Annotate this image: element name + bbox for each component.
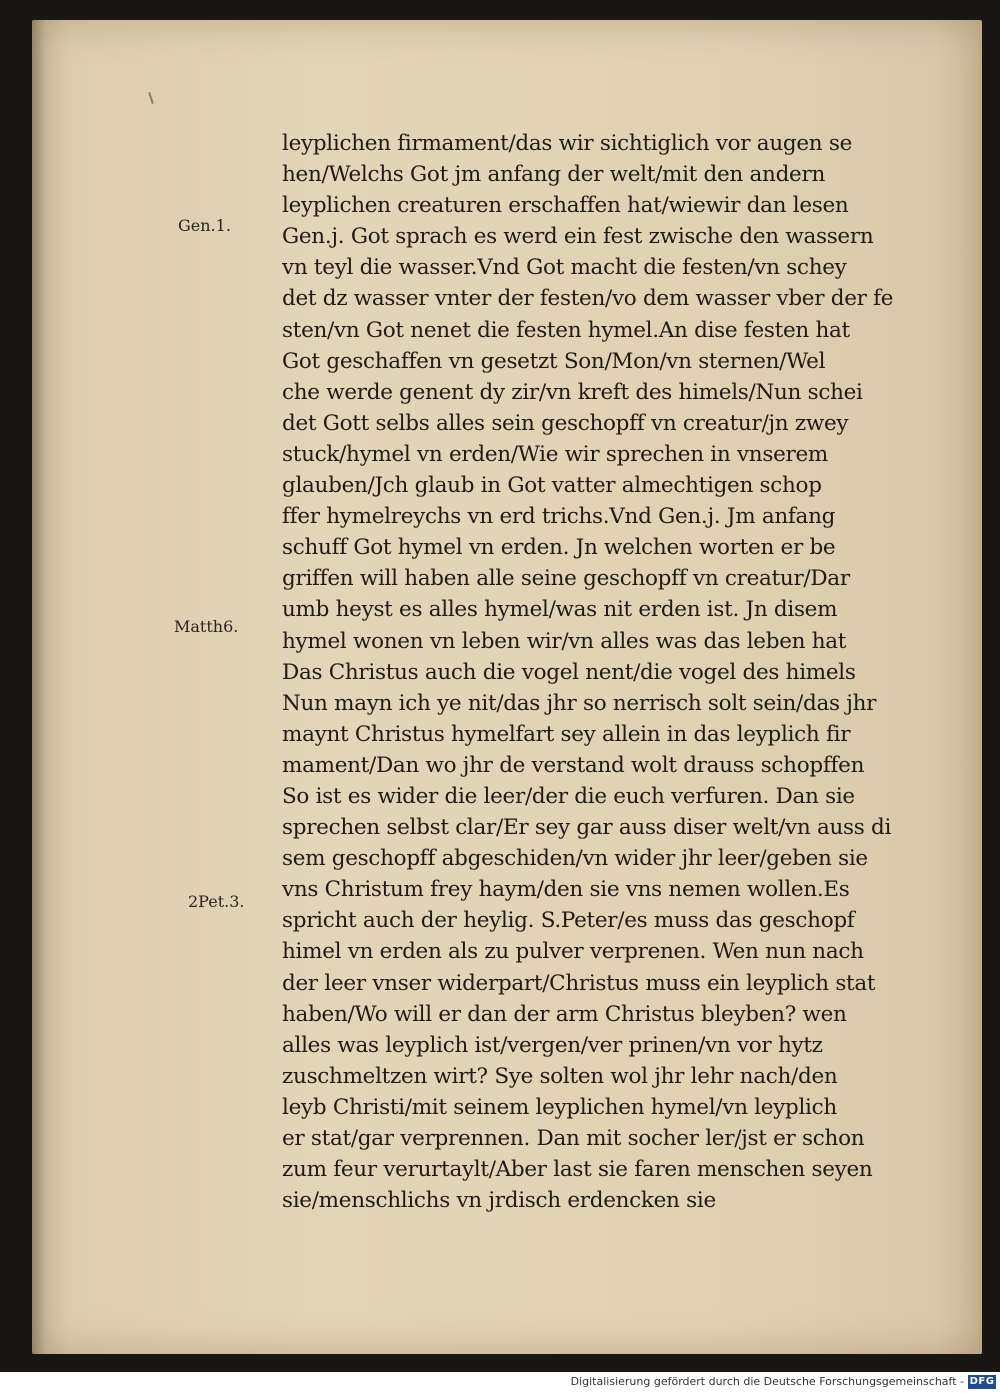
text-line: vns Christum frey haym/den sie vns nemen wollen.Es — [282, 877, 850, 903]
text-line: det dz wasser vnter der festen/vo dem wasser vber der fe — [282, 286, 894, 312]
text-line: leyplichen creaturen erschaffen hat/wiewir dan lesen — [282, 193, 849, 219]
main-text-block — [282, 128, 922, 1216]
margin-note-pet: 2Pet.3. — [188, 892, 245, 911]
text-line: So ist es wider die leer/der die euch verfuren. Dan sie — [282, 783, 855, 809]
text-line: ffer hymelreychs vn erd trichs.Vnd Gen.j. Jm anfang — [282, 504, 836, 530]
text-line: sten/vn Got nenet die festen hymel.An dise festen hat — [282, 317, 850, 343]
text-line: stuck/hymel vn erden/Wie wir sprechen in vnserem — [282, 441, 828, 467]
text-line: che werde genent dy zir/vn kreft des himels/Nun schei — [282, 379, 863, 405]
text-line: hymel wonen vn leben wir/vn alles was das leben hat — [282, 628, 847, 654]
text-line: maynt Christus hymelfart sey allein in das leyplich fir — [282, 721, 851, 747]
text-line: zuschmeltzen wirt? Sye solten wol jhr lehr nach/den — [282, 1063, 838, 1089]
text-line: leyplichen firmament/das wir sichtiglich vor augen se — [282, 131, 852, 156]
text-line: haben/Wo will er dan der arm Christus bleyben? wen — [282, 1001, 847, 1027]
text-line: spricht auch der heylig. S.Peter/es muss das geschopf — [282, 908, 855, 934]
text-line: zum feur verurtaylt/Aber last sie faren menschen seyen — [282, 1157, 873, 1183]
text-line: umb heyst es alles hymel/was nit erden ist. Jn disem — [282, 597, 838, 623]
ink-speck — [148, 92, 154, 104]
text-line: sem geschopff abgeschiden/vn wider jhr leer/geben sie — [282, 846, 868, 872]
footer-credit: Digitalisierung gefördert durch die Deutsche Forschungsgemeinschaft - — [570, 1375, 964, 1388]
text-line: sprechen selbst clar/Er sey gar auss diser welt/vn auss di — [282, 815, 892, 841]
text-line: himel vn erden als zu pulver verprenen. Wen nun nach — [282, 939, 864, 965]
footer-bar — [0, 1372, 1000, 1393]
text-line: alles was leyplich ist/vergen/ver prinen/vn vor hytz — [282, 1032, 823, 1058]
margin-note-matth: Matth6. — [174, 617, 239, 636]
margin-note-gen: Gen.1. — [178, 216, 231, 235]
text-line: leyb Christi/mit seinem leyplichen hymel/vn leyplich — [282, 1094, 837, 1120]
text-line: Nun mayn ich ye nit/das jhr so nerrisch solt sein/das jhr — [282, 690, 877, 716]
text-line: griffen will haben alle seine geschopff vn creatur/Dar — [282, 566, 850, 592]
text-line: schuff Got hymel vn erden. Jn welchen worten er be — [282, 535, 836, 561]
text-line: der leer vnser widerpart/Christus muss ein leyplich stat — [282, 970, 876, 996]
text-line: er stat/gar verprennen. Dan mit socher ler/jst er schon — [282, 1126, 865, 1151]
text-line: Gen.j. Got sprach es werd ein fest zwische den wassern — [282, 224, 874, 250]
page-shadow — [32, 20, 46, 1354]
text-line: mament/Dan wo jhr de verstand wolt drauss schopffen — [282, 752, 865, 778]
text-line: Das Christus auch die vogel nent/die vogel des himels — [282, 659, 856, 685]
text-line: Got geschaffen vn gesetzt Son/Mon/vn sternen/Wel — [282, 348, 826, 374]
text-line: hen/Welchs Got jm anfang der welt/mit den andern — [282, 162, 825, 188]
text-line: glauben/Jch glaub in Got vatter almechtigen schop — [282, 473, 822, 499]
text-line: vn teyl die wasser.Vnd Got macht die festen/vn schey — [282, 255, 847, 281]
text-line: sie/menschlichs vn jrdisch erdencken sie — [282, 1188, 716, 1214]
dfg-logo[interactable]: DFG — [969, 1376, 995, 1387]
text-line: det Gott selbs alles sein geschopff vn creatur/jn zwey — [282, 410, 849, 436]
